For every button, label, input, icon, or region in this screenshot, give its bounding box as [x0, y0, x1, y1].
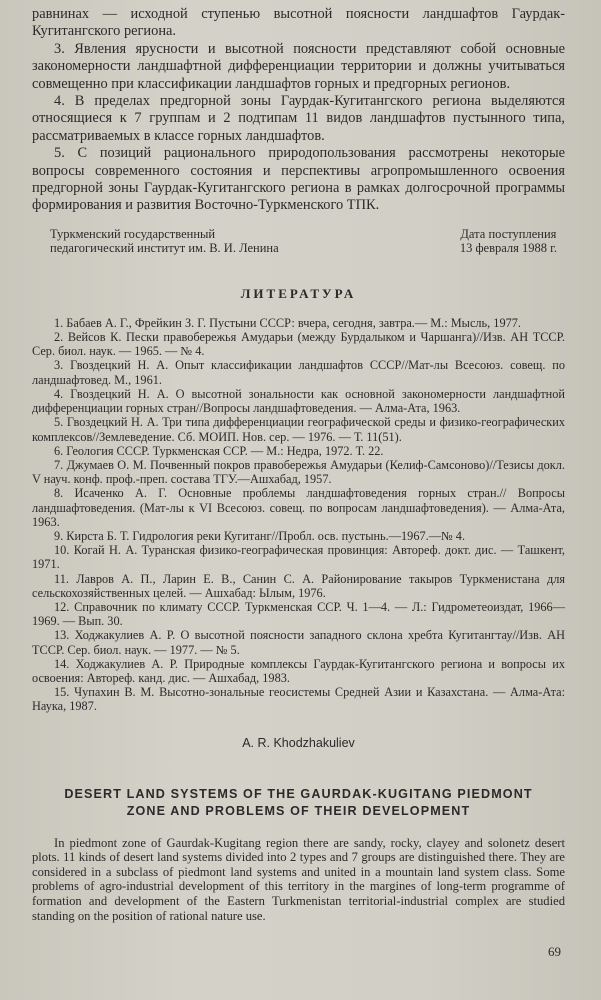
- literature-heading: ЛИТЕРАТУРА: [240, 285, 357, 301]
- english-title: [32, 786, 565, 820]
- paragraph-3: 3. Явления ярусности и высотной поясности представляют собой основные закономерности ландшафтной дифференциации территории и должны учитываться совмещенно при классификации ландшафтов горных и предгорных регионов.: [32, 40, 565, 92]
- reference-item: 2. Вейсов К. Пески правобережья Амударьи (между Бурдалыком и Чаршанга)//Изв. АН ТССР. Сер. биол. наук. — 1965. — № 4.: [32, 330, 565, 359]
- reference-item: 5. Гвоздецкий Н. А. Три типа дифференциации географической среды и физико-географических комплексов//Землеведение. Сб. МОИП. Нов. сер. — 1976. — Т. 11(51).: [32, 415, 565, 444]
- received-value: 13 февраля 1988 г.: [459, 241, 557, 256]
- reference-item: 4. Гвоздецкий Н. А. О высотной зональности как основной закономерности ландшафтной дифференциации горных стран//Вопросы ландшафтоведения. — Алма-Ата, 1963.: [32, 386, 565, 416]
- reference-item: 13. Ходжакулиев А. Р. О высотной поясности западного склона хребта Кугитангтау//Изв. АН ТССР. Сер. биол. наук. — 1977. — № 5.: [32, 628, 565, 657]
- paragraph-5: 5. С позиций рационального природопользования рассмотрены некоторые вопросы современного состояния и перспективы агропромышленного освоения предгорной зоны Гаурдак-Кугитангского региона в рамках долгосрочной программы формирования и развития Восточно-Туркменского ТПК.: [32, 145, 565, 214]
- paragraph-continuation: равнинах — исходной ступенью высотной поясности ландшафтов Гаурдак-Кугитангского региона.: [32, 6, 565, 40]
- reference-item: 11. Лавров А. П., Ларин Е. В., Санин С. А. Районирование такыров Туркменистана для сельскохозяйственных целей. — Ашхабад: Ылым, 1976.: [32, 571, 565, 600]
- institution-line-2: педагогический институт им. В. И. Ленина: [50, 241, 279, 256]
- reference-item: 14. Ходжакулиев А. Р. Природные комплексы Гаурдак-Кугитангского региона и вопросы их освоения: Автореф. канд. дис. — Ашхабад, 1983.: [32, 656, 565, 685]
- institution-line-1: Туркменский государственный: [50, 226, 216, 241]
- reference-item: 1. Бабаев А. Г., Фрейкин З. Г. Пустыни СССР: вчера, сегодня, завтра.— М.: Мысль, 1977.: [54, 315, 521, 330]
- page-number: 69: [548, 944, 561, 959]
- reference-item: 9. Кирста Б. Т. Гидрология реки Кугитанг//Пробл. осв. пустынь.—1967.—№ 4.: [54, 528, 466, 543]
- signature-block: [32, 227, 565, 256]
- paragraph-4: 4. В пределах предгорной зоны Гаурдак-Кугитангского региона выделяются относящиеся к 7 группам и 2 подтипам 11 видов ландшафтов пустынного типа, рассматриваемых в классе горных ландшафтов.: [32, 93, 565, 144]
- received-label: Дата поступления: [460, 226, 557, 241]
- reference-item: 7. Джумаев О. М. Почвенный покров правобережья Амударьи (Келиф-Самсоново)//Тезисы докл. V науч. конф. проф.-преп. состава ТГУ.—Ашхабад, 1957.: [32, 457, 565, 487]
- reference-item: 10. Когай Н. А. Туранская физико-географическая провинция: Автореф. докт. дис. — Ташкент, 1971.: [32, 543, 565, 572]
- reference-item: 6. Геология СССР. Туркменская ССР. — М.: Недра, 1972. Т. 22.: [54, 443, 384, 458]
- reference-item: 8. Исаченко А. Г. Основные проблемы ландшафтоведения горных стран.// Вопросы ландшафтоведения. (Мат-лы к VI Всесоюз. совещ. по вопросам ландшафтоведения). — Алма-Ата, 1963.: [32, 486, 565, 529]
- reference-item: 3. Гвоздецкий Н. А. Опыт классификации ландшафтов СССР//Мат-лы Всесоюз. совещ. по ландшафтовед. М., 1961.: [32, 358, 565, 387]
- received-date: [460, 227, 565, 256]
- english-title-line-2: ZONE AND PROBLEMS OF THEIR DEVELOPMENT: [126, 803, 471, 818]
- conclusions-text: [32, 6, 565, 215]
- institution: [32, 227, 279, 256]
- english-author: A. R. Khodzhakuliev: [242, 735, 355, 750]
- reference-item: 12. Справочник по климату СССР. Туркменская ССР. Ч. 1—4. — Л.: Гидрометеоиздат, 1966—1969. — Вып. 30.: [32, 599, 565, 629]
- english-abstract: In piedmont zone of Gaurdak-Kugitang region there are sandy, rocky, clayey and solonetz desert plots. 11 kinds of desert land systems divided into 2 types and 7 groups are distinguished there. They are considered in a subclass of piedmont land systems and united in a mountain land system class. Some problems of agro-industrial development of this territory in the margines of long-term programme of formation and development of the Eastern Turkmenistan territorial-industrial complex are studied standing on the position of rational nature use.: [32, 835, 565, 923]
- reference-item: 15. Чупахин В. М. Высотно-зональные геосистемы Средней Азии и Казахстана. — Алма-Ата: Наука, 1987.: [32, 685, 565, 714]
- english-title-line-1: DESERT LAND SYSTEMS OF THE GAURDAK-KUGITANG PIEDMONT: [64, 786, 533, 801]
- reference-list: [32, 316, 565, 714]
